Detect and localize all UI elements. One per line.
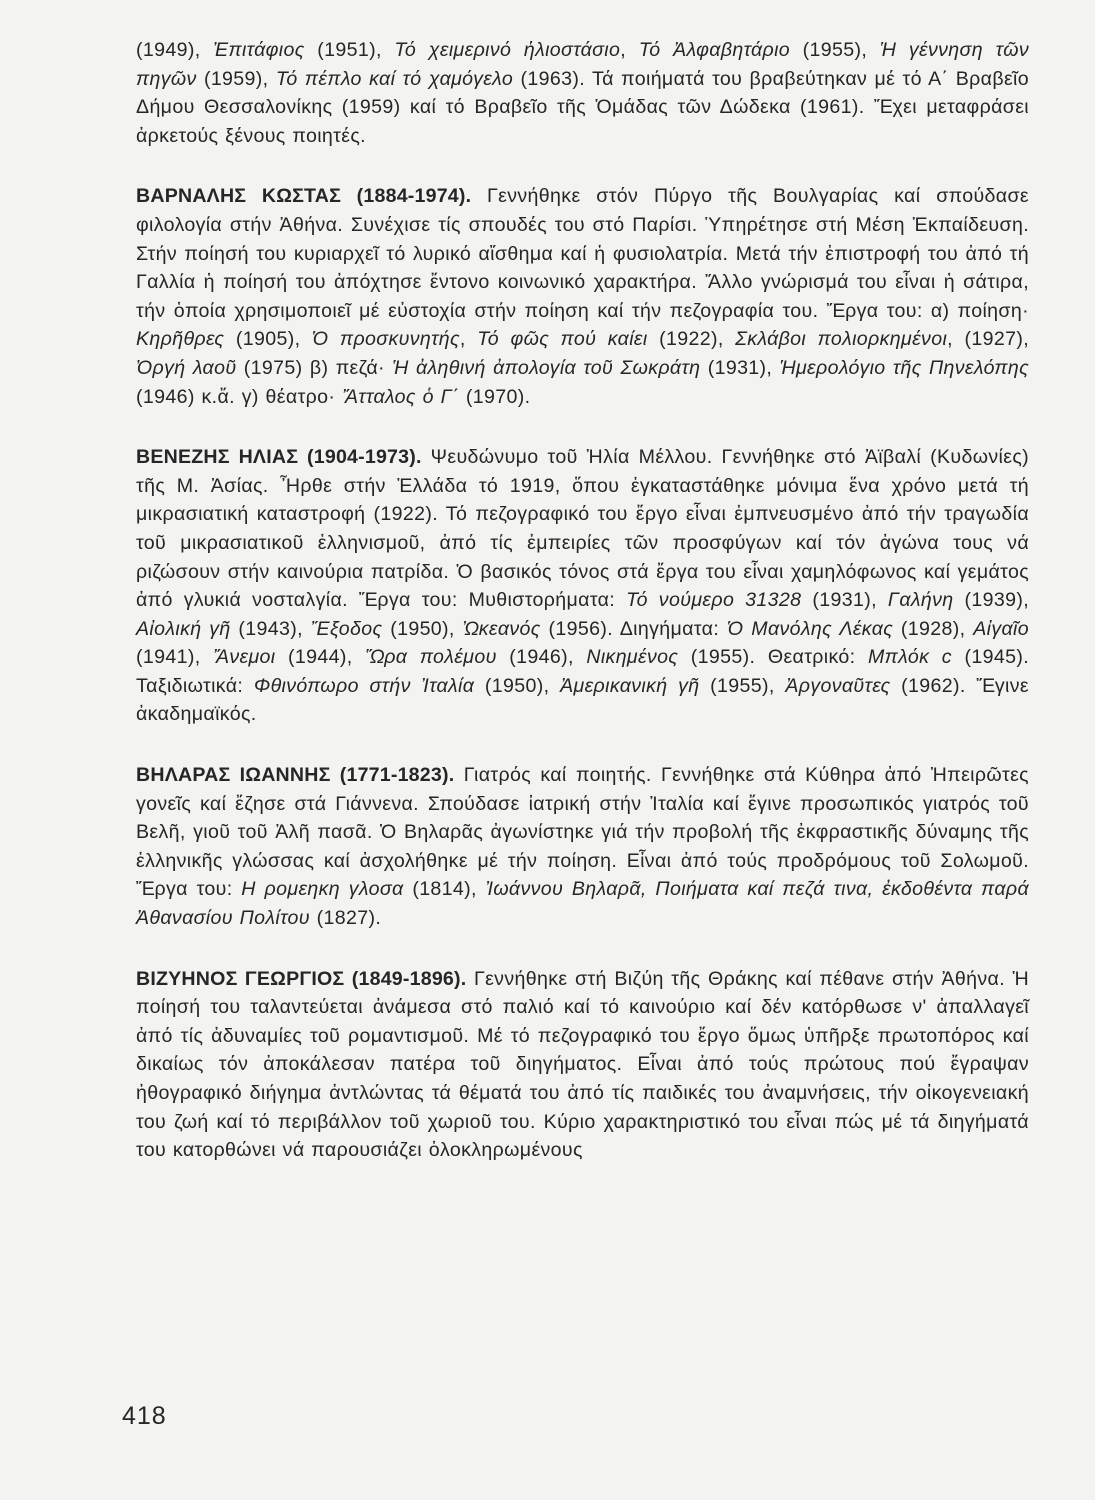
work-title: Ἄτταλος ὁ Γ΄	[342, 385, 460, 408]
work-title: Ὥρα πολέμου	[365, 646, 497, 669]
segment: (1931),	[801, 589, 888, 612]
work-title: Ὁ προσκυνητής	[311, 328, 460, 351]
work-title: Ἡ γέννηση τῶν πηγῶν	[136, 39, 1030, 90]
work-title: Τό νούμερο 31328	[626, 589, 802, 612]
work-title: Αἰγαῖο	[973, 617, 1030, 640]
page-number: 418	[122, 1402, 167, 1430]
work-title: Η ρομεηκη γλοσα	[241, 878, 404, 901]
segment: Γιατρός καί ποιητής. Γεννήθηκε στά Κύθηρα ἀπό Ἠπειρῶτες γονεῖς καί ἔζησε στά Γιάννενα. Σπούδασε ἰατρική στήν Ἰταλία καί ἔγινε προσωπικός γιατρός τοῦ Βελῆ, γιοῦ τοῦ Ἀλῆ πασᾶ. Ὁ Βηλαρᾶς ἀγωνίστηκε γιά τήν προβολή τῆς ἐκφραστικῆς δύναμης τῆς ἑλληνικῆς γλώσσας καί ἀσχολήθηκε μέ τήν ποίηση. Εἶναι ἀπό τούς προδρόμους τοῦ Σολωμοῦ. Ἔργα του:	[136, 764, 1029, 901]
entry-heading: ΒΙΖΥΗΝΟΣ ΓΕΩΡΓΙΟΣ (1849-1896).	[136, 967, 467, 990]
work-title: Ἡμερολόγιο τῆς Πηνελόπης	[779, 356, 1030, 379]
segment: (1959),	[196, 67, 276, 90]
work-title: Ὠκεανός	[462, 617, 541, 640]
segment: ,	[459, 328, 478, 351]
segment: (1941),	[136, 646, 214, 669]
segment: (1962). Ἔγινε ἀκαδημαϊκός.	[136, 674, 1029, 726]
segment: (1946) κ.ἄ. γ) θέατρο·	[136, 385, 343, 408]
work-title: Μπλόκ c	[868, 646, 952, 669]
work-title: Ἰωάννου Βηλαρᾶ, Ποιήματα καί πεζά τινα, ἐκδοθέντα παρά Ἀθανασίου Πολίτου	[136, 878, 1030, 930]
segment: Ψευδώνυμο τοῦ Ἠλία Μέλλου. Γεννήθηκε στό Ἀϊβαλί (Κυδωνίες) τῆς Μ. Ἀσίας. Ἦρθε στήν Ἑλλάδα τό 1919, ὅπου ἐγκαταστάθηκε μόνιμα ἕνα χρόνο μετά τή μικρασιατική καταστροφή (1922). Τό πεζογραφικό του ἔργο εἶναι ἐμπνευσμένο ἀπό τήν τραγωδία τοῦ μικρασιατικοῦ ἑλληνισμοῦ, ἀπό τίς ἐμπειρίες τῶν προσφύγων καί τόν ἀγώνα τους νά ριζώσουν στήν καινούρια πατρίδα. Ὁ βασικός τόνος στά ἔργα του εἶναι χαμηλόφωνος καί γεμάτος ἀπό γλυκιά νοσταλγία. Ἔργα του: Μυθιστορήματα:	[136, 446, 1029, 612]
segment: (1922),	[647, 328, 736, 351]
segment: (1945). Ταξιδιωτικά:	[136, 646, 1030, 697]
segment: Γεννήθηκε στόν Πύργο τῆς Βουλγαρίας καί σπούδασε φιλολογία στήν Ἀθήνα. Συνέχισε τίς σπουδές του στό Παρίσι. Ὑπηρέτησε στή Μέση Ἐκπαίδευση. Στήν ποίησή του κυριαρχεῖ τό λυρικό αἴσθημα καί ἡ φυσιολατρία. Μετά τήν ἐπιστροφή του ἀπό τή Γαλλία ἡ ποίησή του ἀπόχτησε ἔντονο κοινωνικό χαρακτήρα. Ἄλλο γνώρισμά του εἶναι ἡ σάτιρα, τήν ὁποία χρησιμοποιεῖ μέ εὐστοχία στήν ποίηση καί τήν πεζογραφία του. Ἔργα του: α) ποίηση·	[136, 185, 1029, 322]
work-title: Ὀργή λαοῦ	[136, 356, 237, 379]
work-title: Ἡ ἀληθινή ἀπολογία τοῦ Σωκράτη	[392, 356, 701, 379]
entry-heading: ΒΕΝΕΖΗΣ ΗΛΙΑΣ (1904-1973).	[136, 446, 422, 469]
entry-heading: ΒΑΡΝΑΛΗΣ ΚΩΣΤΑΣ (1884-1974).	[136, 185, 472, 208]
segment: (1950),	[474, 674, 561, 697]
entry-venezis	[136, 443, 1029, 729]
segment: Γεννήθηκε στή Βιζύη τῆς Θράκης καί πέθανε στήν Ἀθήνα. Ἡ ποίησή του ταλαντεύεται ἀνάμεσα στό παλιό καί τό καινούριο καί δέν κατόρθωσε ν' ἀπαλλαγεῖ ἀπό τίς ἀδυναμίες τοῦ ρομαντισμοῦ. Μέ τό πεζογραφικό του ἔργο ὅμως ὑπῆρξε πρωτοπόρος καί δικαίως τόν ἀποκάλεσαν πατέρα τοῦ διηγήματος. Εἶναι ἀπό τούς πρώτους πού ἔγραψαν ἠθογραφικό διήγημα ἀντλώντας τά θέματά του ἀπό τίς παιδικές του ἀναμνήσεις, τήν οἰκογενειακή του ζωή καί τό περιβάλλον τοῦ χωριοῦ του. Κύριο χαρακτηριστικό του εἶναι πώς μέ τά διηγήματά του κατορθώνει νά παρουσιάζει ὁλοκληρωμένους	[136, 967, 1029, 1162]
segment: (1827).	[309, 907, 382, 930]
entry-vizyinos	[136, 965, 1029, 1165]
segment: (1814),	[403, 878, 486, 901]
work-title: Τό Ἀλφαβητάριο	[638, 39, 791, 61]
segment: (1955),	[699, 674, 786, 697]
work-title: Γαλήνη	[887, 589, 954, 612]
segment: , (1927),	[947, 328, 1030, 351]
work-title: Τό πέπλο καί τό χαμόγελο	[275, 67, 514, 90]
work-title: Νικημένος	[586, 646, 679, 669]
work-title: Φθινόπωρο στήν Ἰταλία	[253, 674, 475, 697]
work-title: Ἀμερικανική γῆ	[560, 674, 700, 697]
work-title: Κηρῆθρες	[136, 328, 225, 351]
segment: (1956). Διηγήματα:	[540, 617, 727, 640]
segment: (1955),	[790, 39, 880, 61]
segment: (1963). Τά ποιήματά του βραβεύτηκαν μέ τό Α΄ Βραβεῖο Δήμου Θεσσαλονίκης (1959) καί τό Βραβεῖο τῆς Ὁμάδας τῶν Δώδεκα (1961). Ἔχει μεταφράσει ἀρκετούς ξένους ποιητές.	[136, 67, 1029, 147]
segment: (1950),	[382, 617, 463, 640]
work-title: Ὁ Μανόλης Λέκας	[726, 617, 894, 640]
work-title: Ἄνεμοι	[213, 646, 276, 669]
segment: (1949),	[136, 39, 214, 61]
work-title: Ἐπιτάφιος	[213, 39, 305, 61]
segment: (1946),	[496, 646, 587, 669]
segment: ,	[620, 39, 639, 61]
work-title: Τό χειμερινό ἡλιοστάσιο	[394, 39, 621, 61]
segment: (1975) β) πεζά·	[236, 356, 393, 379]
segment: (1928),	[893, 617, 974, 640]
work-title: Τό φῶς πού καίει	[477, 328, 648, 351]
segment: (1944),	[275, 646, 366, 669]
work-title: Ἀργοναῦτες	[785, 674, 891, 697]
segment: (1951),	[304, 39, 395, 61]
entry-vilaras	[136, 761, 1029, 933]
segment: (1931),	[700, 356, 780, 379]
entry-continuation	[136, 36, 1029, 150]
segment: (1943),	[230, 617, 311, 640]
segment: (1939),	[953, 589, 1029, 612]
work-title: Αἰολική γῆ	[136, 617, 231, 640]
entry-varnalis	[136, 182, 1029, 411]
segment: (1955). Θεατρικό:	[678, 646, 868, 669]
work-title: Σκλάβοι πολιορκημένοι	[735, 328, 948, 351]
work-title: Ἔξοδος	[310, 617, 383, 640]
segment: (1905),	[224, 328, 312, 351]
entry-heading: ΒΗΛΑΡΑΣ ΙΩΑΝΝΗΣ (1771-1823).	[136, 764, 455, 787]
segment: (1970).	[459, 385, 531, 408]
